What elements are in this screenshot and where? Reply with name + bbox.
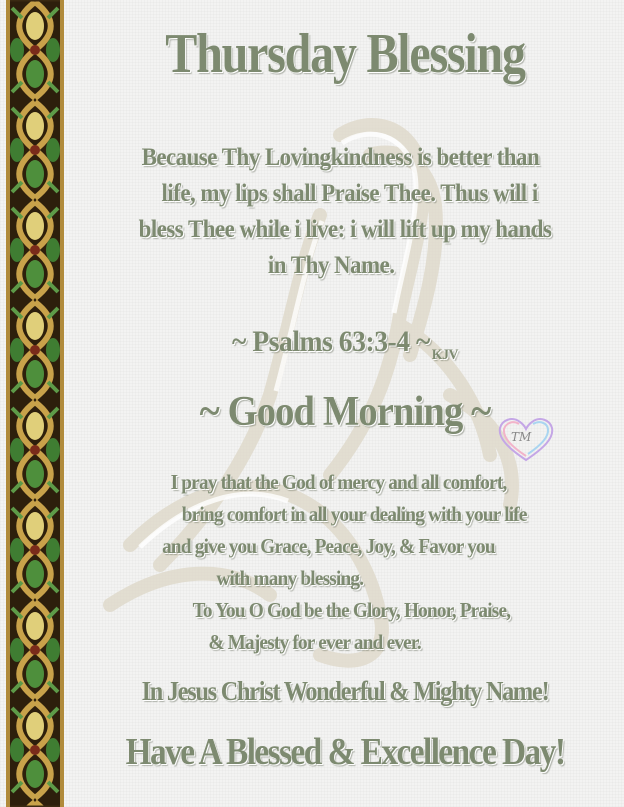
stained-glass-border (4, 0, 66, 807)
reference-text: ~ Psalms 63:3-4 ~ (231, 325, 430, 358)
version-label: KJV (431, 347, 459, 363)
prayer-line: with many blessing. (216, 566, 364, 590)
verse-line: Because Thy Lovingkindness is better than (141, 144, 540, 171)
verse-text (92, 140, 598, 284)
prayer-text (92, 466, 598, 658)
badge-mark: TM (511, 430, 532, 444)
greeting-heading: ~ Good Morning ~ (199, 389, 491, 435)
verse-line: life, my lips shall Praise Thee. Thus will i (161, 180, 538, 207)
prayer-line: & Majesty for ever and ever. (208, 630, 421, 654)
verse-reference (92, 325, 598, 364)
prayer-line: To You O God be the Glory, Honor, Praise, (192, 598, 511, 622)
verse-line: in Thy Name. (267, 252, 395, 279)
prayer-line: I pray that the God of mercy and all comfort, (170, 470, 507, 494)
name-line: In Jesus Christ Wonderful & Mighty Name! (141, 676, 549, 706)
verse-line: bless Thee while i live: i will lift up my hands (138, 216, 552, 243)
closing-line: Have A Blessed & Excellence Day! (125, 731, 565, 773)
prayer-line: and give you Grace, Peace, Joy, & Favor you (162, 534, 495, 558)
page-title: Thursday Blessing (165, 23, 525, 85)
prayer-line: bring comfort in all your dealing with your life (181, 502, 527, 526)
